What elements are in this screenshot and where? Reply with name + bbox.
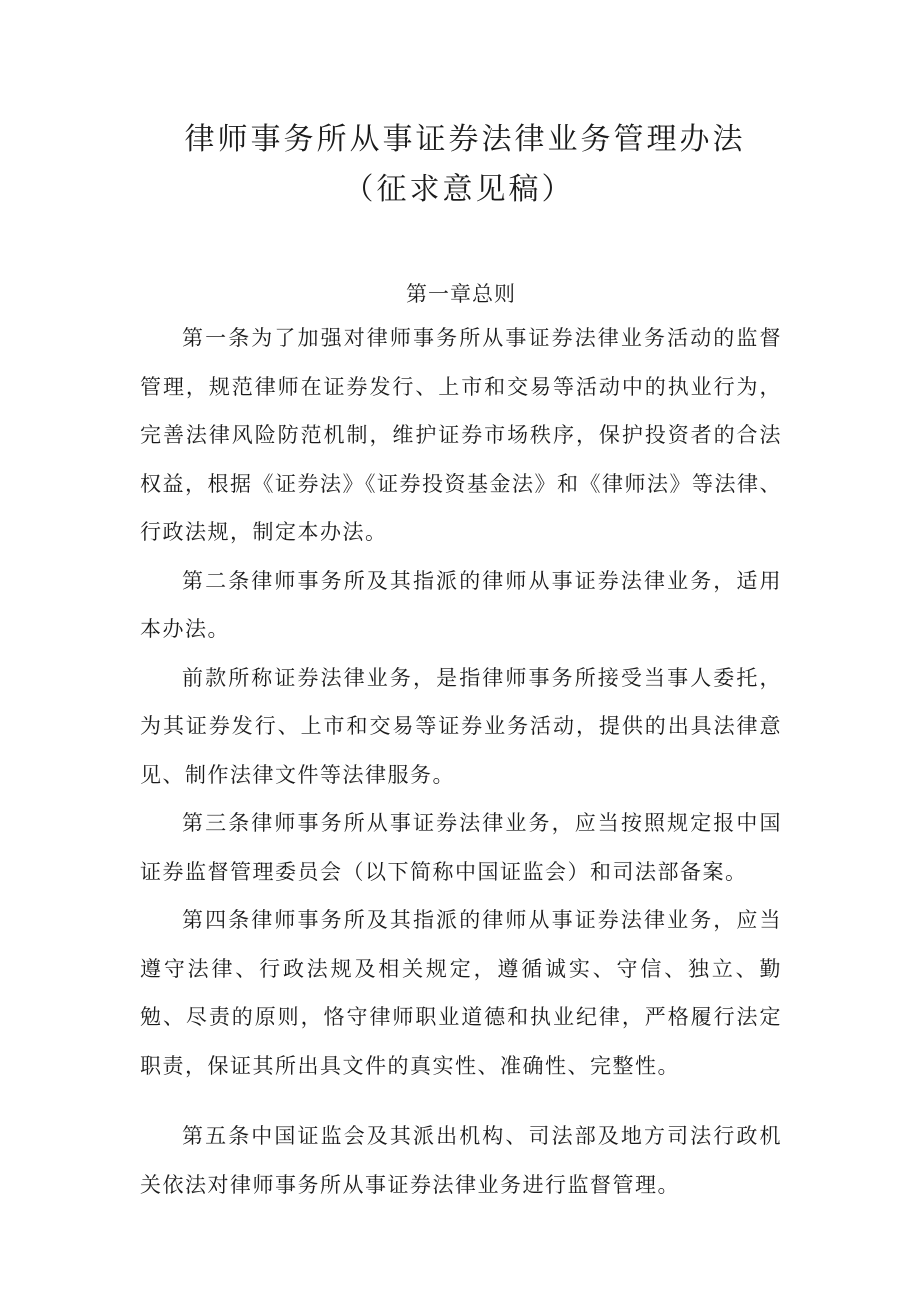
article-5-paragraph: 第五条中国证监会及其派出机构、司法部及地方司法行政机关依法对律师事务所从事证券法律业务进行监督管理。 <box>140 1124 782 1197</box>
article-3-paragraph: 第三条律师事务所从事证券法律业务，应当按照规定报中国证券监督管理委员会（以下简称中国证监会）和司法部备案。 <box>140 811 782 884</box>
document-subtitle: （征求意见稿） <box>343 172 575 207</box>
article-2-paragraph: 第二条律师事务所及其指派的律师从事证券法律业务，适用本办法。 <box>140 568 782 641</box>
article-2-definition-paragraph: 前款所称证券法律业务，是指律师事务所接受当事人委托，为其证券发行、上市和交易等证券业务活动，提供的出具法律意见、制作法律文件等法律服务。 <box>140 665 782 787</box>
article-1-paragraph: 第一条为了加强对律师事务所从事证券法律业务活动的监督管理，规范律师在证券发行、上市和交易等活动中的执业行为，完善法律风险防范机制，维护证券市场秩序，保护投资者的合法权益，根据《证券法》《证券投资基金法》和《律师法》等法律、行政法规，制定本办法。 <box>140 326 782 544</box>
article-4-paragraph: 第四条律师事务所及其指派的律师从事证券法律业务，应当遵守法律、行政法规及相关规定，遵循诚实、守信、独立、勤勉、尽责的原则，恪守律师职业道德和执业纪律，严格履行法定职责，保证其所出具文件的真实性、准确性、完整性。 <box>140 908 782 1078</box>
chapter-heading: 第一章总则 <box>406 282 516 306</box>
document-title: 律师事务所从事证券法律业务管理办法 <box>184 122 746 157</box>
